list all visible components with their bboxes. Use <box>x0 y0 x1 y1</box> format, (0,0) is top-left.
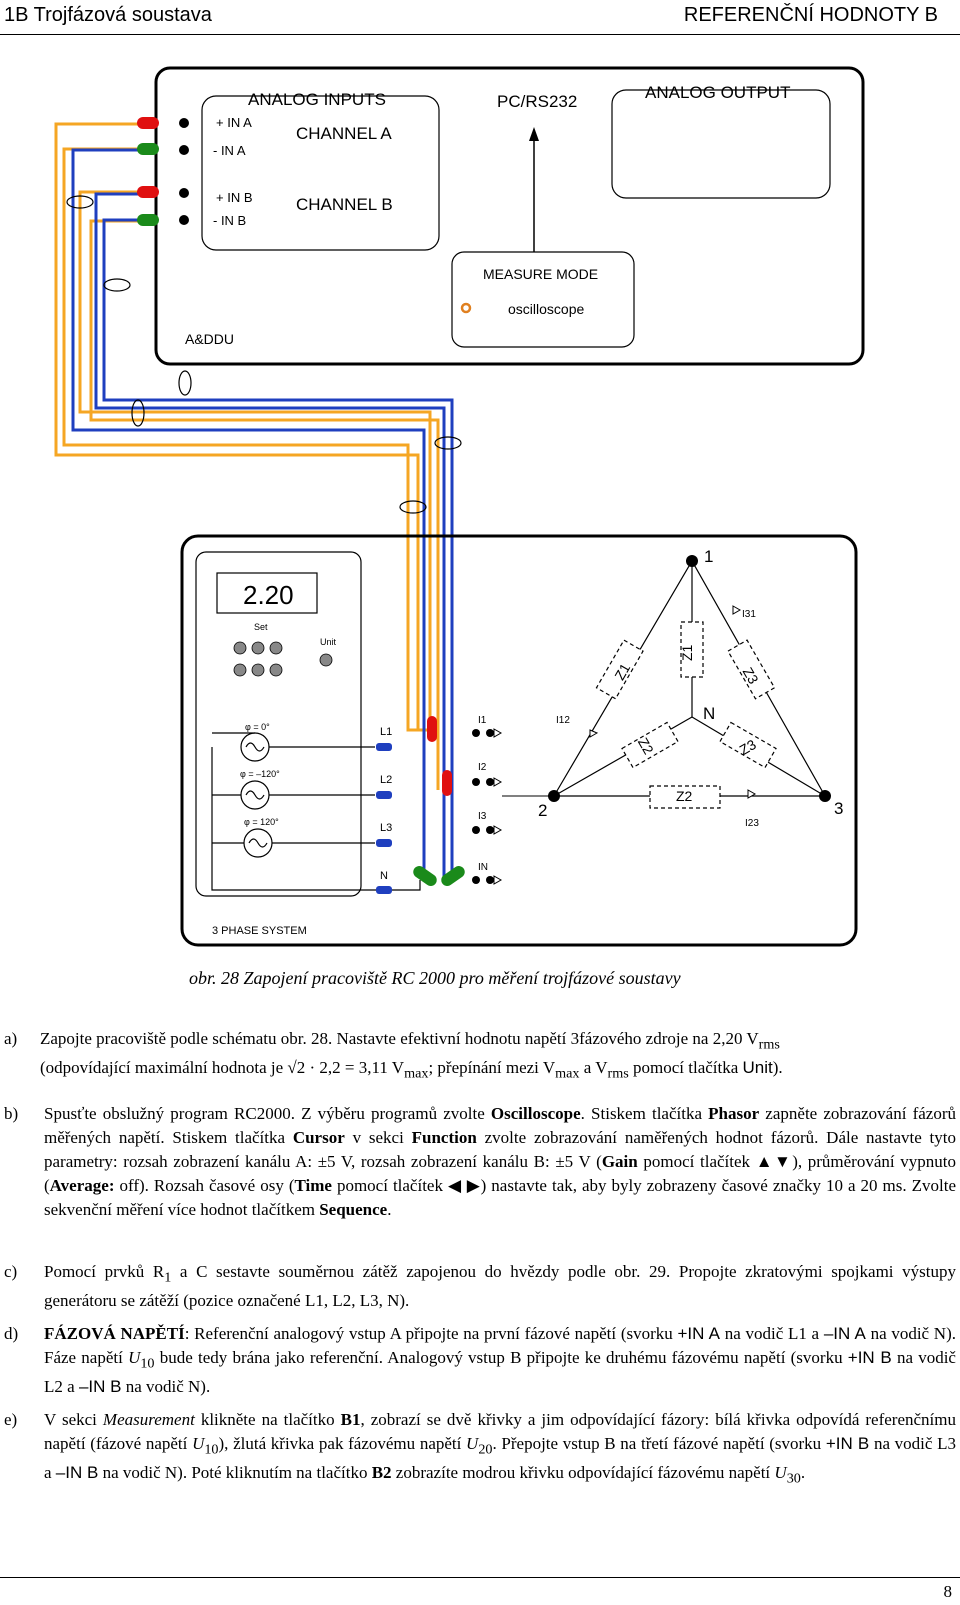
node-1 <box>686 555 698 567</box>
set-label: Set <box>254 622 268 632</box>
set-button-1[interactable] <box>234 642 246 654</box>
item-b-b7: Time <box>294 1176 332 1195</box>
item-a-text-1: Zapojte pracoviště podle schématu obr. 28. Nastavte efektivní hodnotu napětí 3fázového zdroje na 2,20 V <box>40 1029 759 1048</box>
item-b-b3: Cursor <box>292 1128 345 1147</box>
i3-label: I3 <box>478 811 487 822</box>
item-a-formula: √2 · 2,2 = 3,11 V <box>287 1058 405 1078</box>
item-b <box>4 1102 956 1222</box>
item-b-p11: . <box>387 1200 392 1219</box>
analog-inputs-title: ANALOG INPUTS <box>248 90 386 109</box>
set-button-5[interactable] <box>252 664 264 676</box>
item-d-s3: +IN B <box>847 1348 892 1367</box>
item-b-p9: pomocí tlačítek <box>331 1176 448 1195</box>
channel-a-label: CHANNEL A <box>296 124 392 143</box>
phi-0-label: φ = 0° <box>245 722 270 732</box>
node-3 <box>819 790 831 802</box>
item-b-b6: Average: <box>49 1176 115 1195</box>
item-b-p5: zvolte zobrazování naměřených hodnot fázorů. Dále nastavte tyto parametry: rozsah zobrazení kanálu A: ±5 V, rozsah zobrazení kanálu B: ±5 V ( <box>44 1128 957 1171</box>
channel-b-label: CHANNEL B <box>296 195 393 214</box>
item-e-p1: V sekci <box>44 1410 103 1429</box>
i31-label: I31 <box>742 609 756 620</box>
mode-led-icon <box>462 304 470 312</box>
item-a-sub-max: max <box>404 1065 429 1082</box>
item-a-sub-rms-2: rms <box>607 1065 629 1082</box>
l3-label: L3 <box>380 822 393 834</box>
header-section: REFERENČNÍ HODNOTY B <box>683 4 938 26</box>
item-d-s1: +IN A <box>677 1324 720 1343</box>
item-e-u2: U <box>466 1434 479 1453</box>
item-e-b2: B2 <box>371 1463 392 1483</box>
item-a-text-6: ). <box>772 1058 783 1078</box>
item-b-p3: zapněte zobrazování fázorů měřených napětí. Stiskem tlačítka <box>44 1104 956 1147</box>
page-number: 8 <box>943 1582 952 1601</box>
item-c <box>4 1260 956 1313</box>
item-b-b5: Gain <box>601 1152 638 1171</box>
item-e-p3: , zobrazí se dvě křivky a jim odpovídající fázory: bílá křivka odpovídá referenčnímu napětí (fázové napětí <box>44 1410 956 1453</box>
in-a-minus-label: - IN A <box>213 143 246 158</box>
header-chapter: 1B Trojfázová soustava <box>4 4 212 26</box>
item-b-p8: off). Rozsah časové osy ( <box>114 1176 295 1195</box>
item-e-sub2: 20 <box>478 1441 493 1458</box>
figure-caption: obr. 28 Zapojení pracoviště RC 2000 pro měření trojfázové soustavy <box>189 968 681 988</box>
item-c-sub1: 1 <box>164 1269 172 1286</box>
item-a-text-3: ; přepínání mezi V <box>428 1058 556 1078</box>
item-b-p1: Spusťte obslužný program RC2000. Z výběru programů zvolte <box>44 1104 491 1123</box>
addu-box <box>156 68 863 364</box>
item-e-p6: na vodič L3 a <box>44 1434 956 1483</box>
orange-wires <box>56 124 438 790</box>
footer-rule <box>0 1577 960 1578</box>
item-b-b2: Phasor <box>708 1104 760 1123</box>
z3-inner-label: Z3 <box>736 736 759 759</box>
item-e-u3: U <box>774 1463 787 1483</box>
item-c-label: c) <box>4 1262 18 1281</box>
item-d-s2: –IN A <box>823 1324 866 1343</box>
phi-m120-label: φ = –120° <box>240 769 280 779</box>
item-e-p5: . Přepojte vstup B na třetí fázové napětí (svorku <box>492 1434 826 1453</box>
in-b-plus-label: + IN B <box>216 190 253 205</box>
item-c-p1: Pomocí prvků R <box>44 1262 165 1281</box>
n-label: N <box>380 870 388 882</box>
z1-left-label: Z1 <box>611 660 634 683</box>
unit-label: Unit <box>320 637 337 647</box>
item-a-text-4: a V <box>579 1058 608 1078</box>
z2-bottom-label: Z2 <box>676 788 693 804</box>
set-button-4[interactable] <box>234 664 246 676</box>
item-e-sub3: 30 <box>786 1470 801 1487</box>
analog-output-box <box>612 90 830 198</box>
z2-inner-label: Z2 <box>634 734 657 757</box>
item-c-p2: a C sestavte souměrnou zátěž zapojenou do hvězdy podle obr. 29. Propojte zkratovými spojkami výstupy generátoru se zátěží (pozice označené L1, L2, L3, N). <box>44 1262 956 1311</box>
three-phase-label: 3 PHASE SYSTEM <box>212 925 307 937</box>
item-d <box>4 1322 956 1399</box>
item-e-u1: U <box>192 1434 205 1453</box>
item-e-s1: +IN B <box>825 1434 870 1453</box>
addu-label: A&DDU <box>185 331 235 347</box>
phi-120-label: φ = 120° <box>244 817 279 827</box>
item-d-s4: –IN B <box>78 1377 122 1397</box>
item-e-p9: . <box>800 1463 806 1483</box>
oscilloscope-label: oscilloscope <box>508 301 585 317</box>
item-e-p7: na vodič N). Poté kliknutím na tlačítko <box>98 1463 372 1483</box>
unit-button[interactable] <box>320 654 332 666</box>
item-d-p3: na vodič N). Fáze napětí <box>44 1324 956 1367</box>
item-d-p5: na vodič L2 a <box>44 1348 956 1397</box>
item-b-label: b) <box>4 1104 19 1123</box>
in-b-minus-label: - IN B <box>213 213 247 228</box>
item-e-sub1: 10 <box>204 1441 219 1458</box>
set-button-3[interactable] <box>270 642 282 654</box>
item-e-p8: zobrazíte modrou křivku odpovídající fázovému napětí <box>391 1463 775 1483</box>
pc-arrow-icon <box>529 127 539 141</box>
item-d-p2: na vodič L1 a <box>720 1324 824 1343</box>
node-2-label: 2 <box>538 801 548 820</box>
item-e-p4: ), žlutá křivka pak fázovému napětí <box>218 1434 467 1453</box>
pc-rs232-label: PC/RS232 <box>497 92 578 111</box>
item-a-text-2: (odpovídající maximální hodnota je <box>40 1058 288 1078</box>
i12-label: I12 <box>556 715 570 726</box>
item-e-s2: –IN B <box>55 1463 99 1483</box>
item-b-b8: Sequence <box>319 1200 388 1219</box>
item-d-p1: : Referenční analogový vstup A připojte na první fázové napětí (svorku <box>184 1324 678 1343</box>
item-d-b1: FÁZOVÁ NAPĚTÍ <box>44 1324 185 1343</box>
i1-label: I1 <box>478 715 487 726</box>
item-a-sub-max-2: max <box>555 1065 580 1082</box>
item-b-p6: pomocí tlačítek <box>637 1152 756 1171</box>
item-d-p4: bude tedy brána jako referenční. Analogový vstup B připojte ke druhému fázovému napětí (svorku <box>154 1348 848 1367</box>
item-e-i1: Measurement <box>102 1410 195 1429</box>
z1-center-label: Z1 <box>679 644 695 661</box>
node-n-label: N <box>703 704 716 723</box>
gain-arrows-icon: ▲▼ <box>755 1152 793 1171</box>
item-b-p10: ) nastavte tak, aby byly zobrazeny časové značky 10 a 20 ms. Zvolte sekvenční měření více hodnot tlačítkem <box>44 1176 956 1219</box>
item-b-p4: v sekci <box>344 1128 412 1147</box>
item-b-p7: ), průměrování vypnuto ( <box>44 1152 956 1195</box>
item-d-p6: na vodič N). <box>121 1377 211 1397</box>
l2-label: L2 <box>380 774 393 786</box>
in-label: IN <box>478 862 488 873</box>
set-button-2[interactable] <box>252 642 264 654</box>
node-3-label: 3 <box>834 799 844 818</box>
item-d-u: U <box>128 1348 141 1367</box>
item-e-p2: klikněte na tlačítko <box>194 1410 341 1429</box>
item-e-b1: B1 <box>340 1410 361 1429</box>
item-d-label: d) <box>4 1324 19 1343</box>
item-b-b1: Oscilloscope <box>490 1104 581 1123</box>
item-d-sub1: 10 <box>140 1355 155 1372</box>
display-value: 2.20 <box>243 580 294 610</box>
l1-label: L1 <box>380 726 393 738</box>
z3-right-label: Z3 <box>739 664 762 687</box>
i23-label: I23 <box>745 818 759 829</box>
item-b-p2: . Stiskem tlačítka <box>580 1104 709 1123</box>
item-a-unit-btn: Unit <box>742 1058 773 1078</box>
node-1-label: 1 <box>704 547 714 566</box>
set-button-6[interactable] <box>270 664 282 676</box>
analog-output-label: ANALOG OUTPUT <box>645 83 791 102</box>
measure-mode-label: MEASURE MODE <box>483 266 599 282</box>
item-a-label: a) <box>4 1029 18 1048</box>
item-a <box>4 1027 956 1086</box>
i2-label: I2 <box>478 762 487 773</box>
in-a-plus-label: + IN A <box>216 115 252 130</box>
item-a-text-5: pomocí tlačítka <box>628 1058 743 1078</box>
time-arrows-icon: ◀ ▶ <box>447 1176 481 1195</box>
load-network <box>554 561 825 796</box>
item-b-b4: Function <box>411 1128 477 1147</box>
item-a-sub-rms: rms <box>758 1036 780 1053</box>
item-e <box>4 1408 956 1491</box>
item-e-label: e) <box>4 1410 18 1429</box>
